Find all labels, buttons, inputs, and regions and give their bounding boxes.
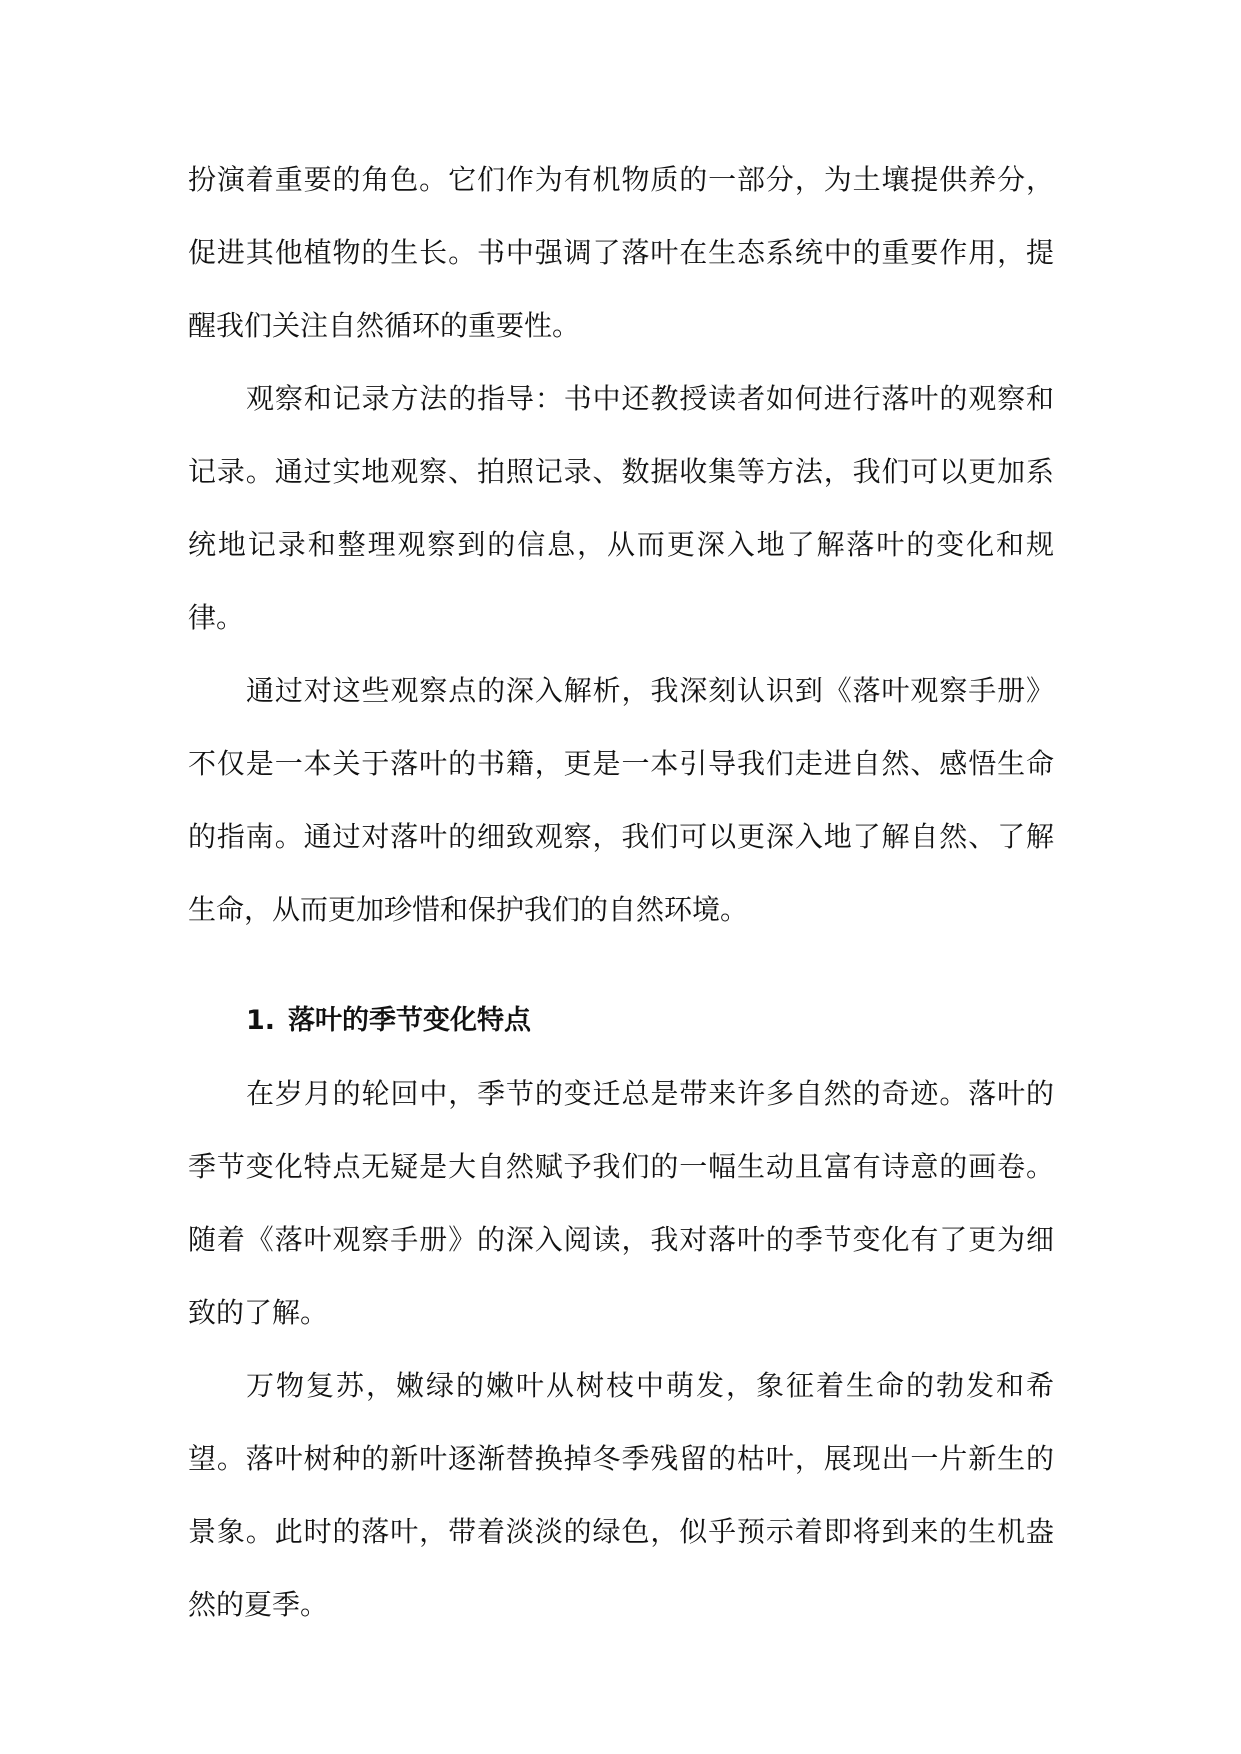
- section-number: 1.: [246, 1005, 276, 1036]
- section-title: 落叶的季节变化特点: [288, 1005, 531, 1036]
- paragraph-conclusion: 通过对这些观察点的深入解析，我深刻认识到《落叶观察手册》不仅是一本关于落叶的书籍，更是一本引导我们走进自然、感悟生命的指南。通过对落叶的细致观察，我们可以更深入地了解自然、了解生命，从而更加珍惜和保护我们的自然环境。: [188, 674, 1054, 926]
- paragraph-seasons-intro: 在岁月的轮回中，季节的变迁总是带来许多自然的奇迹。落叶的季节变化特点无疑是大自然赋予我们的一幅生动且富有诗意的画卷。随着《落叶观察手册》的深入阅读，我对落叶的季节变化有了更为细致的了解。: [188, 1077, 1054, 1329]
- section-heading: [188, 984, 1054, 1057]
- paragraph-observation-methods: 观察和记录方法的指导：书中还教授读者如何进行落叶的观察和记录。通过实地观察、拍照记录、数据收集等方法，我们可以更加系统地记录和整理观察到的信息，从而更深入地了解落叶的变化和规律。: [188, 382, 1054, 634]
- paragraph-continued: 扮演着重要的角色。它们作为有机物质的一部分，为土壤提供养分，促进其他植物的生长。书中强调了落叶在生态系统中的重要作用，提醒我们关注自然循环的重要性。: [188, 163, 1054, 342]
- document-body: [188, 143, 1054, 1641]
- paragraph-spring: 万物复苏，嫩绿的嫩叶从树枝中萌发，象征着生命的勃发和希望。落叶树种的新叶逐渐替换掉冬季残留的枯叶，展现出一片新生的景象。此时的落叶，带着淡淡的绿色，似乎预示着即将到来的生机盎然的夏季。: [188, 1369, 1054, 1621]
